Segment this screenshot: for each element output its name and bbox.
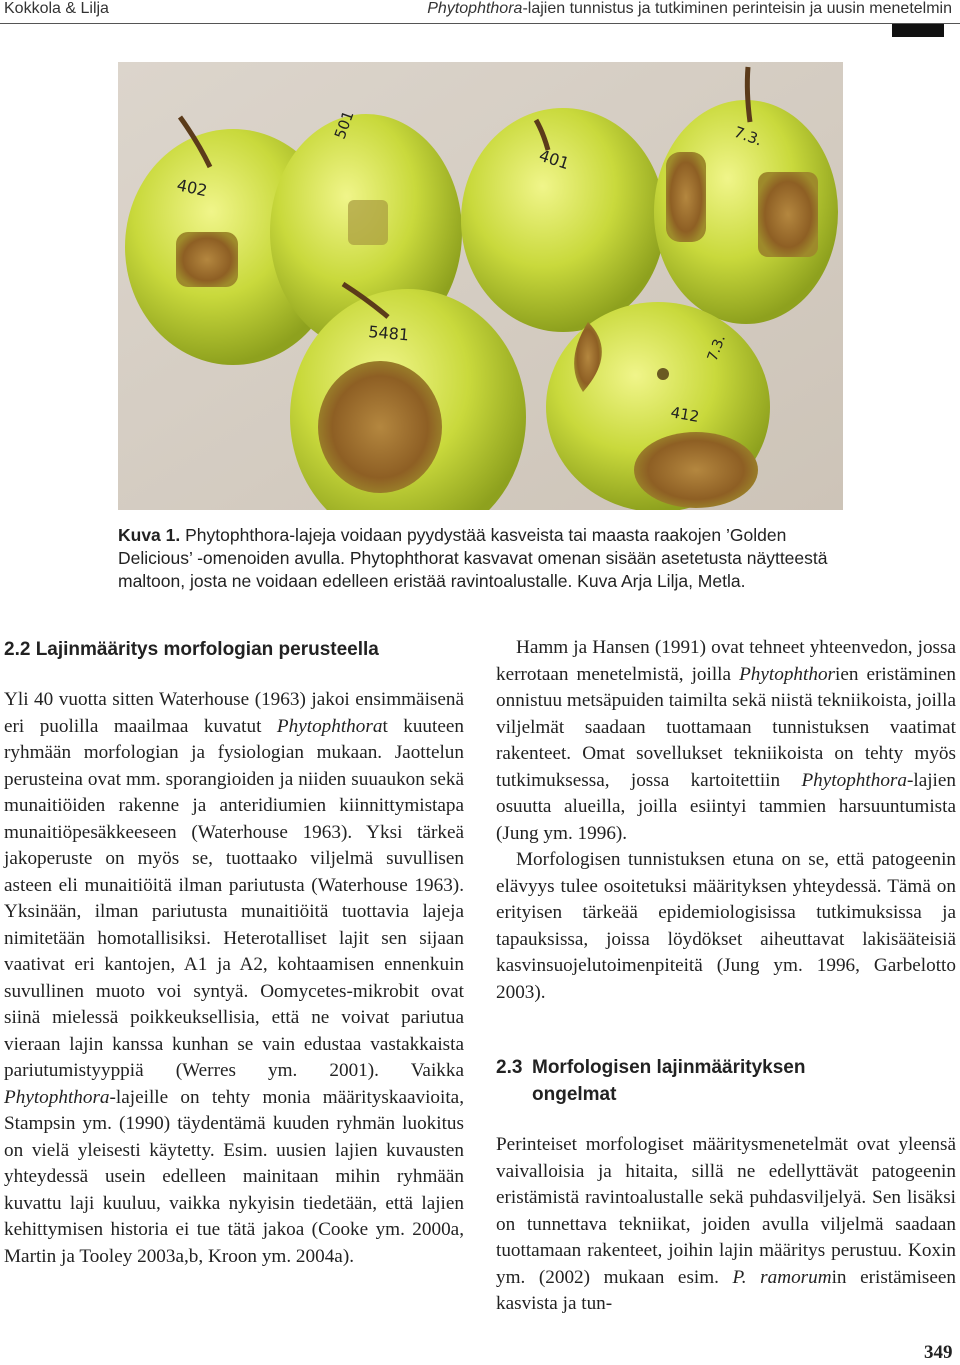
heading-line-2: ongelmat <box>532 1084 617 1105</box>
header-title-italic: Phytophthora <box>427 0 523 17</box>
apple-photo <box>118 62 843 510</box>
text-run: Yli 40 vuotta sitten Waterhouse (1963) jakoi ensimmäisenä eri puolilla maailmaa kuvatut <box>4 689 464 737</box>
italic-run: Phytophthora <box>276 715 383 737</box>
apple-label: 402 <box>175 175 209 201</box>
apple-label: 7.3. <box>731 122 765 150</box>
running-header <box>0 0 960 24</box>
italic-run: Phytophthora <box>801 769 907 791</box>
paragraph <box>4 687 464 1270</box>
italic-run: P. ramorum <box>732 1266 832 1288</box>
header-title <box>427 0 952 18</box>
paragraph <box>496 1132 956 1318</box>
text-run: in eristämiseen kasvista ja tun- <box>496 1266 956 1314</box>
section-2-2-heading: 2.2 Lajinmääritys morfologian perusteella <box>4 639 379 660</box>
page-number: 349 <box>924 1342 953 1363</box>
apple-label: 412 <box>669 403 701 426</box>
left-column <box>4 687 464 1270</box>
apple-label: 5481 <box>367 322 410 345</box>
text-run: t kuuteen ryhmään morfologian ja fysiologian mukaan. Jaottelun perusteina ovat mm. sporangioiden ja niiden suuaukon sekä munaitiöiden rakenne ja anteridiumien kiinnittymistapa munaitiöpesäkkeeseen (Waterhouse 1963). Yksi tärkeä jakoperuste on myös se, tuottaako viljelmä suvullisen asteen eli munaitiöitä ilman pariutusta (Waterhouse 1963). Yksinään, ilman pariutusta munaitiöitä tuottavia lajeja nimitetään homotallisiksi. Heterotalliset lajit sen sijaan vaativat eri kantojen, A1 ja A2, kohtaamisen ennenkuin suvullinen muoto voi syntyä. Oomycetes-mikrobit ovat siinä mielessä poikkeuksellisia, että ne voivat pariutua vieraan lajin kanssa kunhan se vain edustaa vastakkaista pariutumistyyppiä (Werres ym. 2001). Vaikka <box>4 715 464 1081</box>
text-run: ien eristäminen onnistuu metsäpuiden taimilta sekä niistä tekniikoista, joilla viljelmät saadaan tuottamaan tunnistuksen vaatimat rakenteet. Omat sovellukset tekniikoista on tehty myös tutkimuksessa, jossa kartoitettiin <box>496 663 956 791</box>
text-run: Hamm ja Hansen (1991) ovat tehneet yhteenvedon, jossa kerrotaan menetelmistä, joilla <box>496 637 956 685</box>
header-title-rest: -lajien tunnistus ja tutkiminen perinteisin ja uusin menetelmin <box>522 0 952 17</box>
apple-label: 501 <box>330 108 358 142</box>
section-number: 2.3 <box>496 1057 523 1078</box>
header-authors: Kokkola & Lilja <box>4 0 109 17</box>
caption-text: Phytophthora-lajeja voidaan pyydystää kasveista tai maasta raakojen ’Golden Delicious’ -omenoiden avulla. Phytophthorat kasvavat omenan sisään asetetusta näytteestä maltoon, josta ne voidaan edelleen eristää ravintoalustalle. Kuva Arja Lilja, Metla. <box>118 525 828 591</box>
italic-run: Phytophthor <box>739 663 836 685</box>
text-run: Perinteiset morfologiset määritysmenetelmät ovat yleensä vaivalloisia ja hitaita, sillä ne edellyttävät patogeenin eristämistä ravintoalustalle sekä puhdasviljelyä. Sen lisäksi on tunnettava tekniikat, joiden avulla viljelmä saadaan tuottamaan rakenteet, joihin lajin määritys perustuu. Koxin ym. (2002) mukaan esim. <box>496 1134 956 1288</box>
right-column-lower <box>496 1132 956 1318</box>
header-rule <box>0 23 960 24</box>
heading-line-1: Morfologisen lajinmäärityksen <box>532 1057 806 1078</box>
paragraph <box>496 635 956 847</box>
apple-412 <box>546 302 770 510</box>
right-column <box>496 635 956 1006</box>
figure-caption <box>118 524 858 593</box>
paragraph: Morfologisen tunnistuksen etuna on se, että patogeenin elävyys tulee osoitetuksi määrityksen yhteydessä. Tämä on erityisen tärkeää epidemiologisissa tutkimuksissa ja tapauksissa, joissa löydökset aiheuttavat lakisääteisiä kasvinsuojelutoimenpiteitä (Jung ym. 1996, Garbelotto 2003). <box>496 849 956 1003</box>
section-2-3-heading <box>496 1054 805 1108</box>
corner-mark <box>892 24 944 37</box>
apple-401 <box>461 108 665 332</box>
caption-label: Kuva 1. <box>118 525 181 545</box>
apple-label: 401 <box>536 145 572 174</box>
text-run: -lajeille on tehty monia määrityskaavioita, Stampsin ym. (1990) täydentämä kuuden ryhmän luokitus on vielä yleisesti käytetty. Esim. uusien lajien kuvausten yhteydessä usein edelleen mainitaan mihin ryhmään kuvattu laji kuuluu, vaikka nykyisin tiedetään, että lajien kehittymisen historia ei tue tätä jakoa (Cooke ym. 2000a, Martin ja Tooley 2003a,b, Kroon ym. 2004a). <box>4 1086 464 1267</box>
text-run: -lajien osuutta alueilla, joilla esiintyi tammien harsuuntumista (Jung ym. 1996). <box>496 769 956 844</box>
apple-label: 7.3. <box>704 332 729 364</box>
italic-run: Phytophthora <box>4 1086 110 1108</box>
